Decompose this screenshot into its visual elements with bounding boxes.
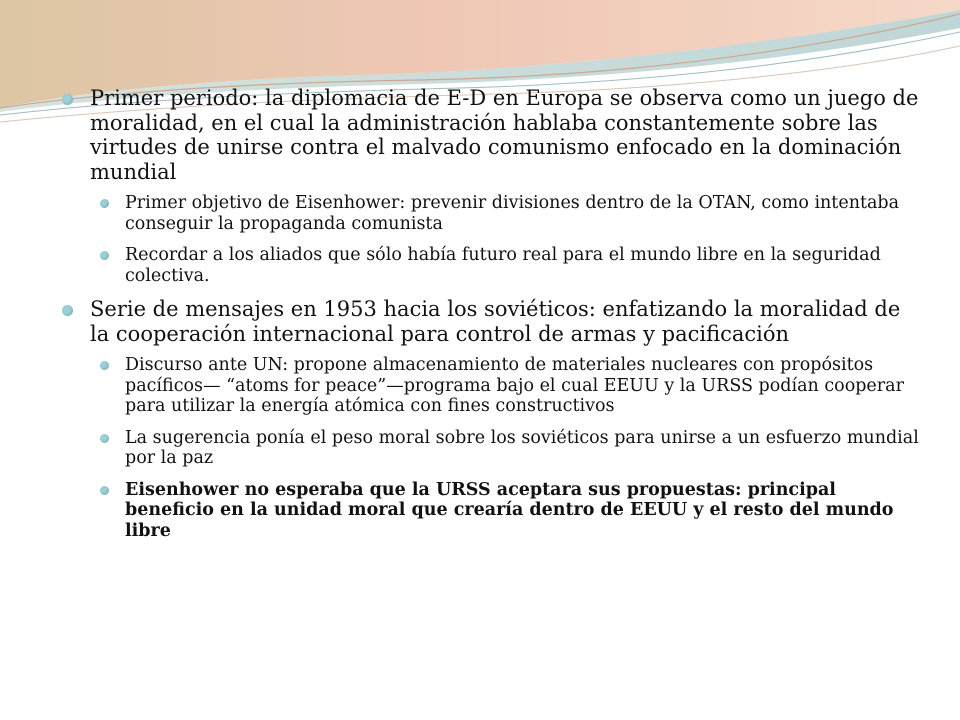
bullet-text-2: Serie de mensajes en 1953 hacia los soviéticos: enfatizando la moralidad de la cooperación internacional para control de armas y pacificación xyxy=(90,297,901,346)
slide-content xyxy=(62,86,920,552)
sub-bullet-item-2-2 xyxy=(100,428,920,469)
sub-bullet-text: Primer objetivo de Eisenhower: prevenir divisiones dentro de la OTAN, como intentaba conseguir la propaganda comunista xyxy=(125,193,900,234)
sub-bullet-item-2-1 xyxy=(100,355,920,417)
bullet-text-1: Primer periodo: la diplomacia de E-D en Europa se observa como un juego de moralidad, en el cual la administración hablaba constantemente sobre las virtudes de unirse contra el malvado comunismo enfocado en la dominación mundial xyxy=(90,86,919,184)
sub-bullet-text: La sugerencia ponía el peso moral sobre los soviéticos para unirse a un esfuerzo mundial por la paz xyxy=(125,427,919,468)
sub-bullet-text: Recordar a los aliados que sólo había futuro real para el mundo libre en la seguridad colectiva. xyxy=(125,245,881,286)
bullet-dot-icon xyxy=(100,361,109,370)
sub-bullet-item-1-1 xyxy=(100,193,920,234)
bullet-group-1 xyxy=(62,86,920,286)
sub-bullet-item-2-3 xyxy=(100,480,920,542)
bullet-dot-icon xyxy=(62,94,73,105)
bullet-dot-icon xyxy=(100,251,109,260)
bullet-dot-icon xyxy=(100,434,109,443)
bullet-dot-icon xyxy=(100,199,109,208)
bullet-item-1 xyxy=(62,86,920,184)
bullet-item-2 xyxy=(62,297,920,346)
bullet-group-2 xyxy=(62,297,920,541)
sub-bullet-item-1-2 xyxy=(100,245,920,286)
sub-bullet-text: Discurso ante UN: propone almacenamiento de materiales nucleares con propósitos pacíficos— “atoms for peace”—programa bajo el cual EEUU y la URSS podían cooperar para utilizar la energía atómica con fines constructivos xyxy=(125,355,904,416)
bullet-dot-icon xyxy=(100,486,109,495)
bullet-dot-icon xyxy=(62,305,73,316)
sub-bullet-text-bold: Eisenhower no esperaba que la URSS aceptara sus propuestas: principal beneficio en la unidad moral que crearía dentro de EEUU y el resto del mundo libre xyxy=(125,479,894,541)
